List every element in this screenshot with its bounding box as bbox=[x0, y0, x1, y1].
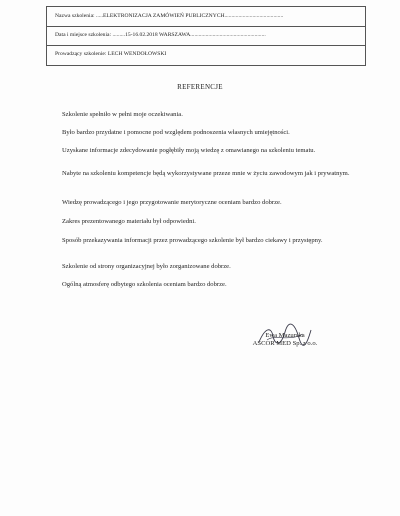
signatory-company: ASCOR MED Sp. z o.o. bbox=[252, 340, 318, 348]
training-info-table bbox=[46, 6, 366, 66]
reference-paragraph: Nabyte na szkoleniu kompetencje będą wykorzystywane przeze mnie w życiu zawodowym jak i prywatnym. bbox=[62, 170, 350, 177]
instructor-value: LECH WENDOŁOWSKI bbox=[107, 51, 167, 57]
reference-paragraph: Zakres prezentowanego materiału był odpowiedni. bbox=[62, 218, 196, 225]
reference-paragraph: Było bardzo przydatne i pomocne pod względem podnoszenia własnych umiejętności. bbox=[62, 129, 290, 136]
reference-paragraph: Ogólną atmosferę odbytego szkolenia oceniam bardzo dobrze. bbox=[62, 281, 227, 288]
training-name-value: .....ELEKTRONIZACJA ZAMÓWIEŃ PUBLICZNYCH.......................................... bbox=[96, 13, 284, 19]
reference-paragraph: Szkolenie spełniło w pełni moje oczekiwania. bbox=[62, 111, 183, 118]
reference-paragraph: Szkolenie od strony organizacyjnej było zorganizowane dobrze. bbox=[62, 263, 231, 270]
instructor-row bbox=[47, 45, 365, 65]
reference-paragraph: Sposób przekazywania informacji przez prowadzącego szkolenie był bardzo ciekawy i przystępny. bbox=[62, 237, 323, 244]
signature-block bbox=[200, 332, 370, 349]
training-date-value: .........15-16.02.2018 WARSZAWA...................................................... bbox=[112, 32, 266, 38]
training-date-row bbox=[47, 26, 365, 46]
signatory-name: Ewa Mazurska bbox=[265, 332, 305, 339]
reference-paragraph: Uzyskane informacje zdecydowanie pogłębiły moją wiedzę z omawianego na szkoleniu tematu. bbox=[62, 147, 316, 154]
training-name-label: Nazwa szkolenia: bbox=[55, 13, 95, 19]
training-date-label: Data i miejsce szkolenia: bbox=[55, 32, 112, 38]
reference-paragraph: Wiedzę prowadzącego i jego przygotowanie merytoryczne oceniam bardzo dobrze. bbox=[62, 199, 282, 206]
document-title: REFERENCJE bbox=[177, 83, 223, 91]
training-name-row bbox=[47, 7, 365, 27]
instructor-label: Prowadzący szkolenie: bbox=[55, 51, 107, 57]
